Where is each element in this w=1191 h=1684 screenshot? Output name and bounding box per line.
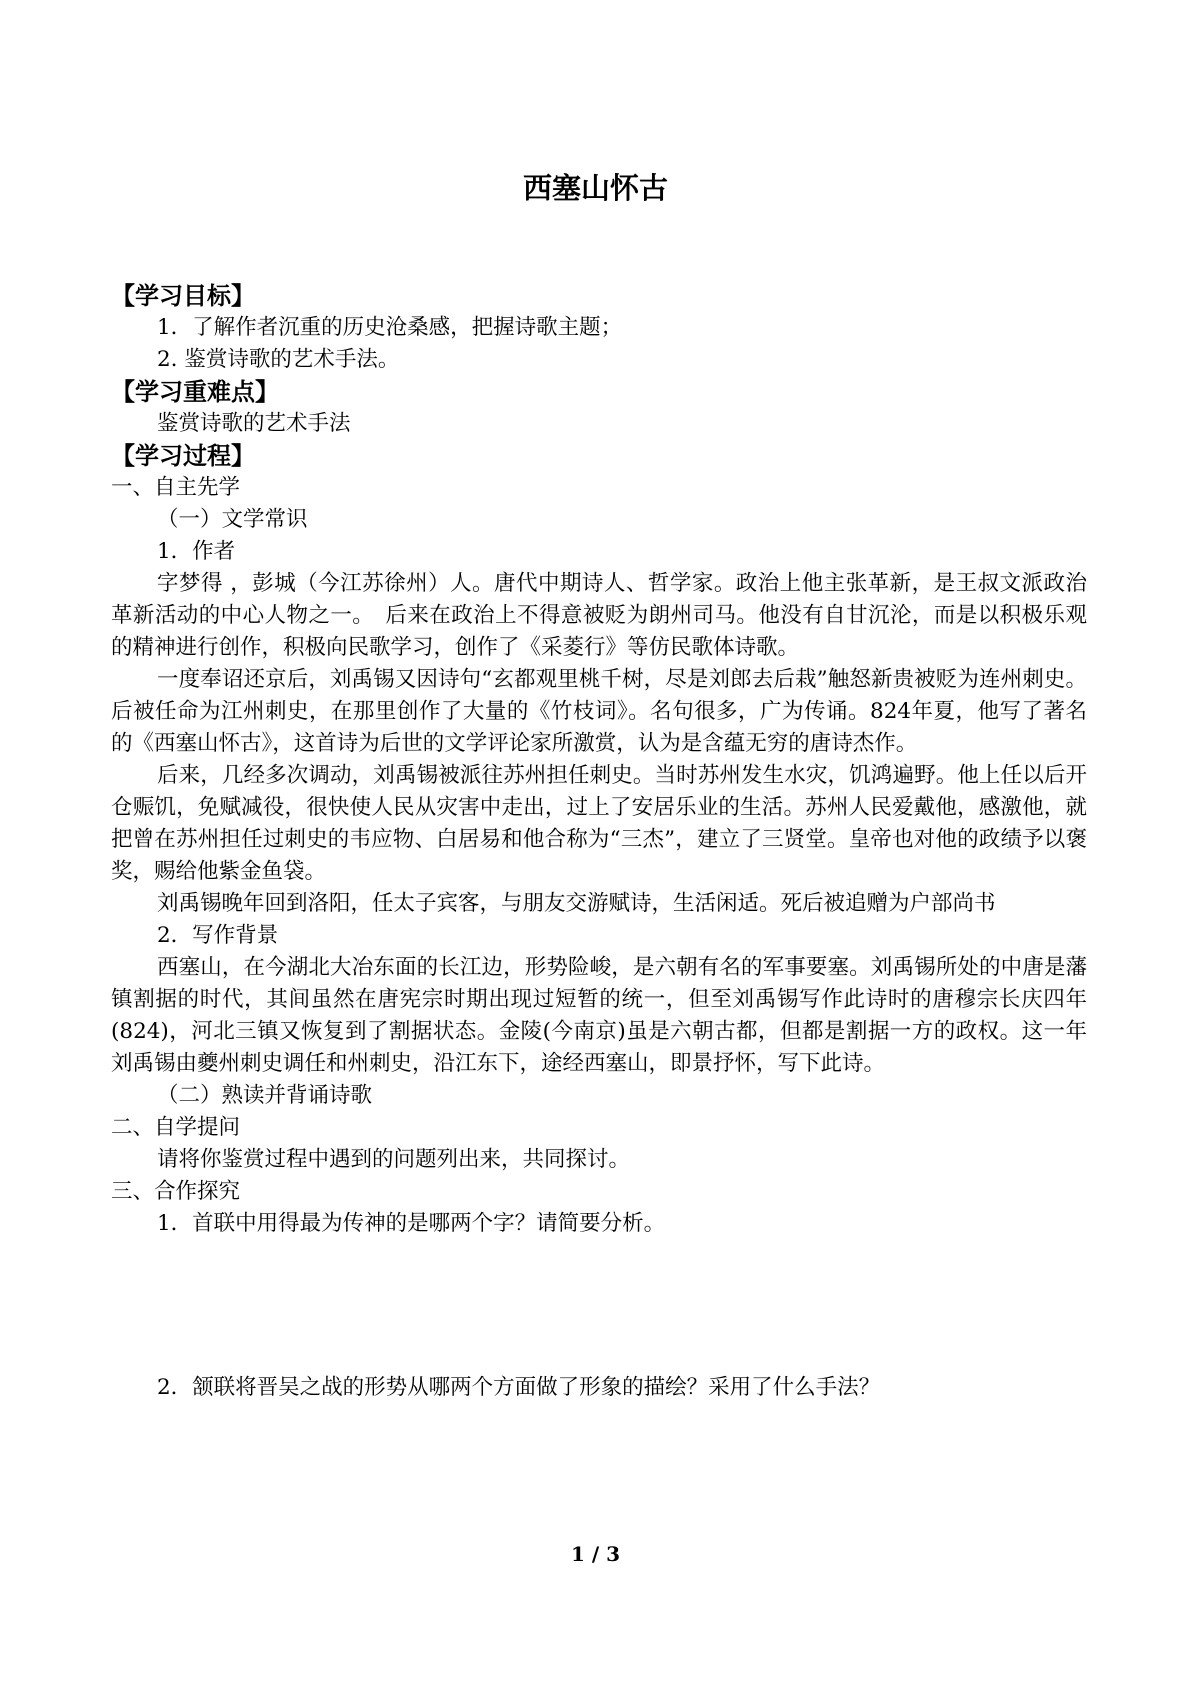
- question-1: 1．首联中用得最为传神的是哪两个字？请简要分析。: [157, 1211, 666, 1236]
- process-heading: 【学习过程】: [111, 442, 255, 470]
- focus-text: 鉴赏诗歌的艺术手法: [157, 411, 351, 436]
- part-1-subheading-recite: （二）熟读并背诵诗歌: [157, 1083, 373, 1108]
- part-2-text: 请将你鉴赏过程中遇到的问题列出来，共同探讨。: [157, 1147, 631, 1172]
- goals-heading: 【学习目标】: [111, 282, 255, 310]
- goal-item-1: 1．了解作者沉重的历史沧桑感，把握诗歌主题；: [157, 315, 623, 340]
- goal-item-2: 2. 鉴赏诗歌的艺术手法。: [157, 347, 400, 372]
- document-body: [111, 280, 1087, 1404]
- part-2-heading: 二、自学提问: [111, 1115, 241, 1140]
- question-2: 2．颔联将晋吴之战的形势从哪两个方面做了形象的描绘？采用了什么手法？: [157, 1375, 881, 1400]
- author-heading: 1．作者: [157, 539, 236, 564]
- author-paragraph-2: 一度奉诏还京后，刘禹锡又因诗句“玄都观里桃千树，尽是刘郎去后栽”触怒新贵被贬为连州刺史。后被任命为江州刺史，在那里创作了大量的《竹枝词》。名句很多，广为传诵。824年夏，他写了著名的《西塞山怀古》，这首诗为后世的文学评论家所激赏，认为是含蕴无穷的唐诗杰作。: [111, 667, 1087, 756]
- author-paragraph-4: 刘禹锡晚年回到洛阳，任太子宾客，与朋友交游赋诗，生活闲适。死后被追赠为户部尚书: [157, 891, 996, 916]
- author-paragraph-3: 后来，几经多次调动，刘禹锡被派往苏州担任刺史。当时苏州发生水灾，饥鸿遍野。他上任以后开仓赈饥，免赋减役，很快使人民从灾害中走出，过上了安居乐业的生活。苏州人民爱戴他，感激他，就把曾在苏州担任过刺史的韦应物、白居易和他合称为“三杰”，建立了三贤堂。皇帝也对他的政绩予以褒奖，赐给他紫金鱼袋。: [111, 763, 1087, 884]
- part-1-heading: 一、自主先学: [111, 475, 241, 500]
- focus-heading: 【学习重难点】: [111, 378, 279, 406]
- author-paragraph-1: 字梦得 ，彭城（今江苏徐州）人。唐代中期诗人、哲学家。政治上他主张革新，是王叔文派政治革新活动的中心人物之一。 后来在政治上不得意被贬为朗州司马。他没有自甘沉沦，而是以积极乐观的精神进行创作，积极向民歌学习，创作了《采菱行》等仿民歌体诗歌。: [111, 571, 1087, 660]
- page-number: 1 / 3: [570, 1542, 621, 1566]
- background-heading: 2．写作背景: [157, 923, 279, 948]
- part-3-heading: 三、合作探究: [111, 1179, 241, 1204]
- part-1-subheading-literature: （一）文学常识: [157, 507, 308, 532]
- answer-space: [111, 1240, 1087, 1372]
- background-paragraph: 西塞山，在今湖北大冶东面的长江边，形势险峻，是六朝有名的军事要塞。刘禹锡所处的中唐是藩镇割据的时代，其间虽然在唐宪宗时期出现过短暂的统一，但至刘禹锡写作此诗时的唐穆宗长庆四年(824)，河北三镇又恢复到了割据状态。金陵(今南京)虽是六朝古都，但都是割据一方的政权。这一年刘禹锡由夔州刺史调任和州刺史，沿江东下，途经西塞山，即景抒怀，写下此诗。: [111, 955, 1087, 1076]
- document-title: 西塞山怀古: [522, 171, 668, 205]
